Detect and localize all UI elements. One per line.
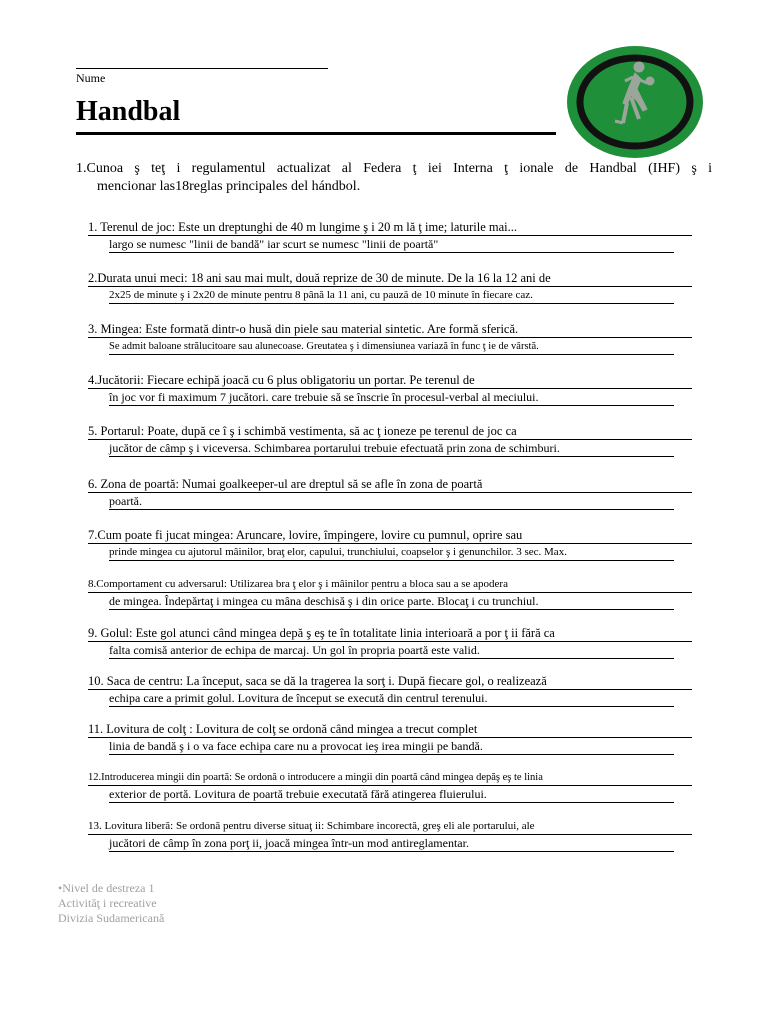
rule-line-2: în joc vor fi maximum 7 jucători. care trebuie să se înscrie în procesul-verbal al meciului. (109, 390, 674, 406)
rule-line-2: jucător de câmp ş i viceversa. Schimbarea portarului trebuie efectuată prin zona de schimburi. (109, 441, 674, 457)
rule-line-2: echipa care a primit golul. Lovitura de început se execută din centrul terenului. (109, 691, 674, 707)
rule-item (88, 770, 692, 803)
rule-line-1: 2.Durata unui meci: 18 ani sau mai mult, două reprize de 30 de minute. De la 16 la 12 ani de (88, 271, 692, 287)
rule-item (88, 373, 692, 406)
footer-line-1: •Nivel de destreza 1 (58, 881, 155, 895)
rule-line-1: 13. Lovitura liberă: Se ordonă pentru diverse situaţ ii: Schimbare incorectă, greş eli ale portarului, ale (88, 819, 692, 835)
rule-item (88, 577, 692, 610)
footer-line-2: Activităţ i recreative (58, 896, 157, 910)
rule-line-1: 3. Mingea: Este formată dintr-o husă din piele sau material sintetic. Are formă sferică. (88, 322, 692, 338)
rule-line-2: prinde mingea cu ajutorul mâinilor, braţ elor, capului, trunchiului, coapselor ş i genunchilor. 3 sec. Max. (109, 545, 674, 561)
rule-line-1: 11. Lovitura de colţ : Lovitura de colţ se ordonă când mingea a trecut complet (88, 722, 692, 738)
rule-line-1: 1. Terenul de joc: Este un dreptunghi de 40 m lungime ş i 20 m lă ţ ime; laturile mai... (88, 220, 692, 236)
rule-line-1: 4.Jucătorii: Fiecare echipă joacă cu 6 plus obligatoriu un portar. Pe terenul de (88, 373, 692, 389)
rule-line-1: 5. Portarul: Poate, după ce î ş i schimbă vestimenta, să ac ţ ioneze pe terenul de joc ca (88, 424, 692, 440)
page-title: Handbal (76, 96, 181, 127)
footer-notes (58, 881, 164, 926)
rule-line-1: 9. Golul: Este gol atunci când mingea depă ş eş te în totalitate linia interioară a por ţ ii fără ca (88, 626, 692, 642)
rule-line-2: linia de bandă ş i o va face echipa care nu a provocat ieş irea mingii pe bandă. (109, 739, 674, 755)
handball-logo-icon (565, 45, 705, 160)
rule-item (88, 322, 692, 355)
question-line-2: mencionar las18reglas principales del hándbol. (97, 179, 361, 194)
footer-line-3: Divizia Sudamericană (58, 911, 165, 925)
rule-item (88, 819, 692, 852)
name-label: Nume (76, 71, 106, 85)
rule-item (88, 424, 692, 457)
rule-item (88, 220, 692, 253)
rule-line-2: falta comisă anterior de echipa de marcaj. Un gol în propria poartă este valid. (109, 643, 674, 659)
rule-line-2: exterior de portă. Lovitura de poartă trebuie executată fără atingerea fluierului. (109, 787, 674, 803)
rule-line-2: de mingea. Îndepărtaţ i mingea cu mâna deschisă ş i din orice parte. Blocaţ i cu trunchiul. (109, 594, 674, 610)
rule-line-1: 8.Comportament cu adversarul: Utilizarea bra ţ elor ş i mâinilor pentru a bloca sau a se apodera (88, 577, 692, 593)
rule-item (88, 674, 692, 707)
question-line-1: 1.Cunoa ş teţ i regulamentul actualizat al Federa ţ iei Interna ţ ionale de Handbal (IHF) ş i (76, 161, 712, 176)
rule-line-2: 2x25 de minute ş i 2x20 de minute pentru 8 până la 11 ani, cu pauză de 10 minute în fiecare caz. (109, 288, 674, 304)
rule-item (88, 528, 692, 561)
rule-item (88, 477, 692, 510)
rule-line-1: 7.Cum poate fi jucat mingea: Aruncare, lovire, împingere, lovire cu pumnul, oprire sau (88, 528, 692, 544)
rule-line-2: Se admit baloane strălucitoare sau alunecoase. Greutatea ş i dimensiunea variază în func ţ ie de vârstă. (109, 339, 674, 355)
title-rule (76, 132, 556, 135)
rule-line-2: poartă. (109, 494, 674, 510)
name-underline (76, 68, 328, 69)
rule-line-2: largo se numesc "linii de bandă" iar scurt se numesc "linii de poartă" (109, 237, 674, 253)
question-1 (76, 160, 712, 196)
rule-item (88, 626, 692, 659)
rule-line-1: 12.Introducerea mingii din poartă: Se ordonă o introducere a mingii din poartă când mingea depăş eş te linia (88, 770, 692, 786)
rule-line-1: 10. Saca de centru: La început, saca se dă la tragerea la sorţ i. După fiecare gol, o realizează (88, 674, 692, 690)
rule-line-2: jucători de câmp în zona porţ ii, joacă mingea într-un mod antireglamentar. (109, 836, 674, 852)
rule-item (88, 271, 692, 304)
rule-line-1: 6. Zona de poartă: Numai goalkeeper-ul are dreptul să se afle în zona de poartă (88, 477, 692, 493)
rule-item (88, 722, 692, 755)
